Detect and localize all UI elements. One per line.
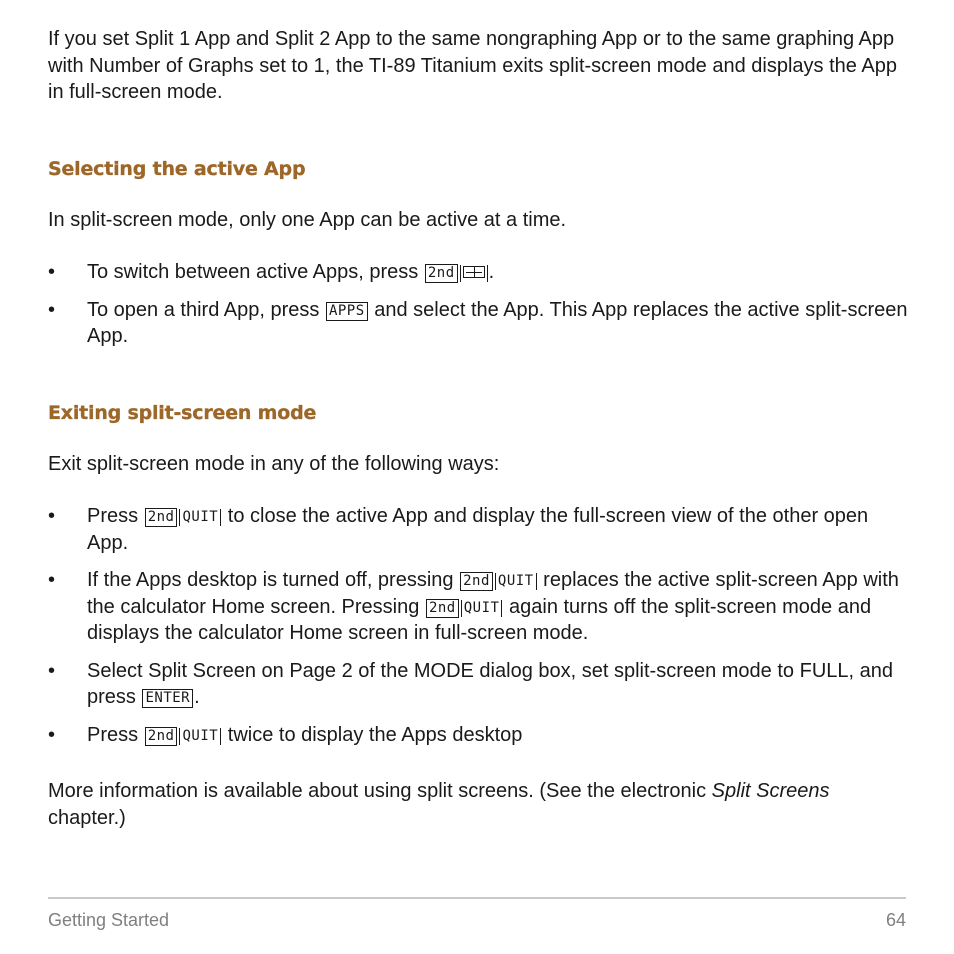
section2-lead: Exit split-screen mode in any of the following ways:	[48, 452, 500, 475]
key-2nd: 2nd	[425, 264, 458, 283]
key-quit: QUIT	[495, 573, 537, 590]
section1-lead: In split-screen mode, only one App can be active at a time.	[48, 208, 567, 231]
list-item	[48, 503, 908, 556]
split-screen-icon	[463, 266, 485, 278]
more-info-paragraph	[48, 778, 908, 831]
bullet: •	[48, 505, 56, 527]
bullet: •	[48, 723, 56, 746]
key-quit: QUIT	[461, 600, 503, 617]
list-item	[48, 722, 908, 749]
list-item-text: twice to display the Apps desktop	[222, 723, 523, 746]
list-item-text: Select Split Screen on Page 2 of the MODE dialog box, set split-screen mode to FULL, and press	[87, 659, 893, 708]
list-item-text: To switch between active Apps, press	[87, 261, 424, 283]
list-item-text: replaces the active split-screen App with the calculator Home screen. Pressing	[87, 569, 899, 618]
list-item	[48, 259, 908, 286]
list-item-text: Press	[87, 505, 144, 527]
list-item-text: .	[488, 261, 495, 283]
key-2nd: 2nd	[145, 508, 178, 527]
section1-list	[48, 259, 908, 350]
bullet: •	[48, 298, 56, 321]
page-content	[48, 26, 908, 831]
list-item-text: again turns off the split-screen mode and displays the calculator Home screen in full-screen mode.	[87, 595, 872, 644]
bullet: •	[48, 261, 56, 283]
footer-divider	[48, 897, 906, 899]
key-quit: QUIT	[179, 728, 221, 745]
section-heading-selecting: Selecting the active App	[48, 157, 306, 180]
intro-paragraph: If you set Split 1 App and Split 2 App to the same nongraphing App or to the same graphing App with Number of Graphs set to 1, the TI-89 Titanium exits split-screen mode and displays the App in full-screen mode.	[48, 28, 897, 103]
key-2nd: 2nd	[460, 572, 493, 591]
section2-list	[48, 503, 908, 748]
key-split-screen	[460, 265, 488, 282]
list-item-text: to close the active App and display the full-screen view of the other open App.	[87, 505, 869, 554]
list-item-text: If the Apps desktop is turned off, pressing	[87, 569, 460, 591]
list-item-text: .	[194, 686, 200, 708]
list-item-text: and select the App. This App replaces the active split-screen App.	[87, 298, 908, 347]
key-apps: APPS	[326, 302, 368, 321]
split-screens-reference: Split Screens	[711, 780, 830, 802]
more-info-text: More information is available about using split screens. (See the electronic	[48, 780, 712, 802]
key-quit: QUIT	[179, 509, 221, 526]
list-item-text: To open a third App, press	[87, 298, 325, 321]
page-number: 64	[885, 910, 906, 930]
key-enter: ENTER	[142, 689, 193, 708]
more-info-text: chapter.)	[48, 806, 126, 829]
bullet: •	[48, 569, 56, 591]
section-heading-exiting: Exiting split-screen mode	[48, 401, 317, 424]
list-item-text: Press	[87, 723, 144, 746]
list-item	[48, 567, 908, 647]
list-item	[48, 297, 908, 350]
key-2nd: 2nd	[426, 599, 459, 618]
bullet: •	[48, 659, 56, 682]
list-item	[48, 658, 908, 711]
key-2nd: 2nd	[145, 727, 178, 746]
footer-section-title: Getting Started	[48, 910, 170, 930]
